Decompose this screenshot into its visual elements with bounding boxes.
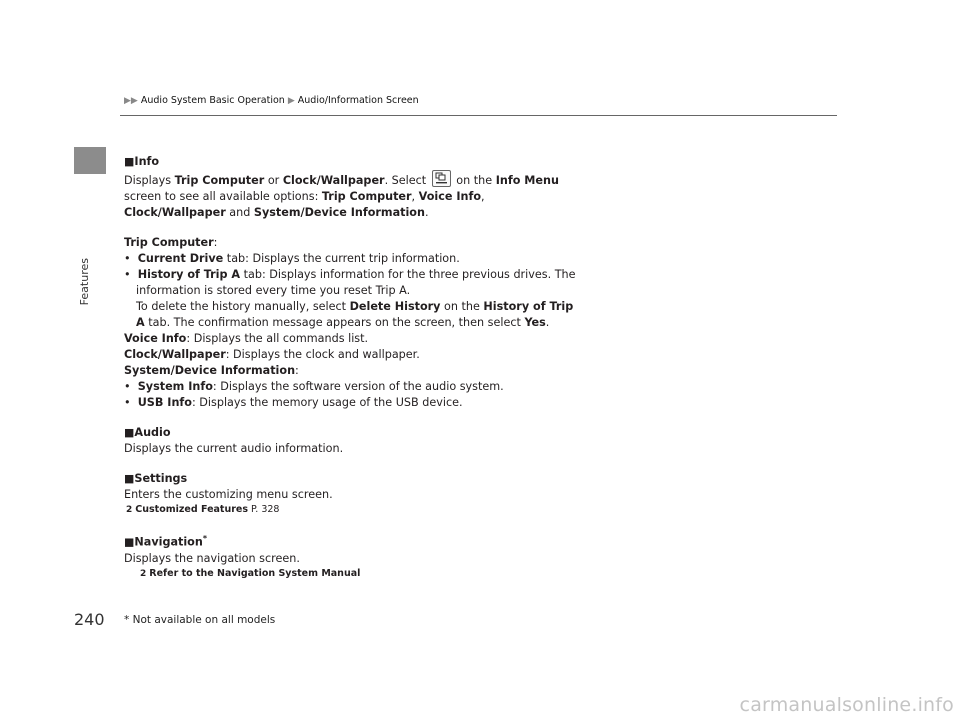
breadcrumb-arrow-icon: ▶ (287, 96, 295, 106)
bullet-icon: • (124, 380, 138, 393)
page-number: 240 (74, 610, 105, 629)
breadcrumb-item[interactable]: Audio System Basic Operation (140, 95, 285, 106)
list-item: • Current Drive tab: Displays the current trip information. (124, 252, 460, 265)
navigation-text: Displays the navigation screen. (124, 551, 300, 565)
system-device-title: System/Device Information: (124, 364, 299, 377)
breadcrumb-item[interactable]: Audio/Information Screen (297, 95, 419, 106)
menu-icon (432, 170, 451, 187)
breadcrumb-arrow-icon: ▶▶ (124, 96, 138, 106)
list-item: • USB Info: Displays the memory usage of the USB device. (124, 396, 463, 409)
customized-features-link[interactable]: 2 Customized Features P. 328 (126, 504, 280, 515)
navigation-heading: ■Navigation* (124, 534, 208, 549)
voice-info-line: Voice Info: Displays the all commands list. (124, 332, 369, 345)
square-bullet-icon: ■ (124, 472, 135, 485)
bullet-icon: • (124, 396, 138, 409)
section-label: Features (78, 258, 91, 306)
page-content (124, 154, 584, 581)
list-item: • System Info: Displays the software version of the audio system. (124, 380, 504, 393)
header-divider (120, 115, 837, 116)
clock-line: Clock/Wallpaper: Displays the clock and wallpaper. (124, 348, 420, 361)
cross-reference-icon: 2 (140, 568, 147, 579)
navigation-manual-link[interactable]: 2 Refer to the Navigation System Manual (140, 567, 361, 579)
trip-computer-title: Trip Computer: (124, 236, 218, 249)
bullet-icon: • (124, 252, 138, 265)
audio-heading: ■Audio (124, 426, 171, 439)
delete-history-instructions: To delete the history manually, select Delete History on the History of Trip A tab. The confirmation message appears on the screen, then select Yes. (136, 300, 574, 329)
info-intro: Displays Trip Computer or Clock/Wallpaper. Select on the Info Menu screen to see all available options: Trip Computer, Voice Info, Clock/Wallpaper and System/Device Information. (124, 170, 584, 221)
info-heading: ■Info (124, 155, 160, 168)
cross-reference-icon: 2 (126, 505, 133, 515)
square-bullet-icon: ■ (124, 155, 135, 168)
square-bullet-icon: ■ (124, 426, 135, 439)
list-item: • History of Trip A tab: Displays information for the three previous drives. The information is stored every time you reset Trip A. (124, 268, 576, 297)
breadcrumb (124, 95, 419, 106)
settings-text: Enters the customizing menu screen. (124, 488, 333, 501)
audio-text: Displays the current audio information. (124, 442, 344, 455)
section-tab-marker (74, 147, 106, 174)
bullet-icon: • (124, 268, 138, 281)
settings-heading: ■Settings (124, 472, 188, 485)
watermark: carmanualsonline.info (739, 694, 954, 716)
footnote: * Not available on all models (124, 614, 276, 626)
square-bullet-icon: ■ (124, 535, 135, 549)
